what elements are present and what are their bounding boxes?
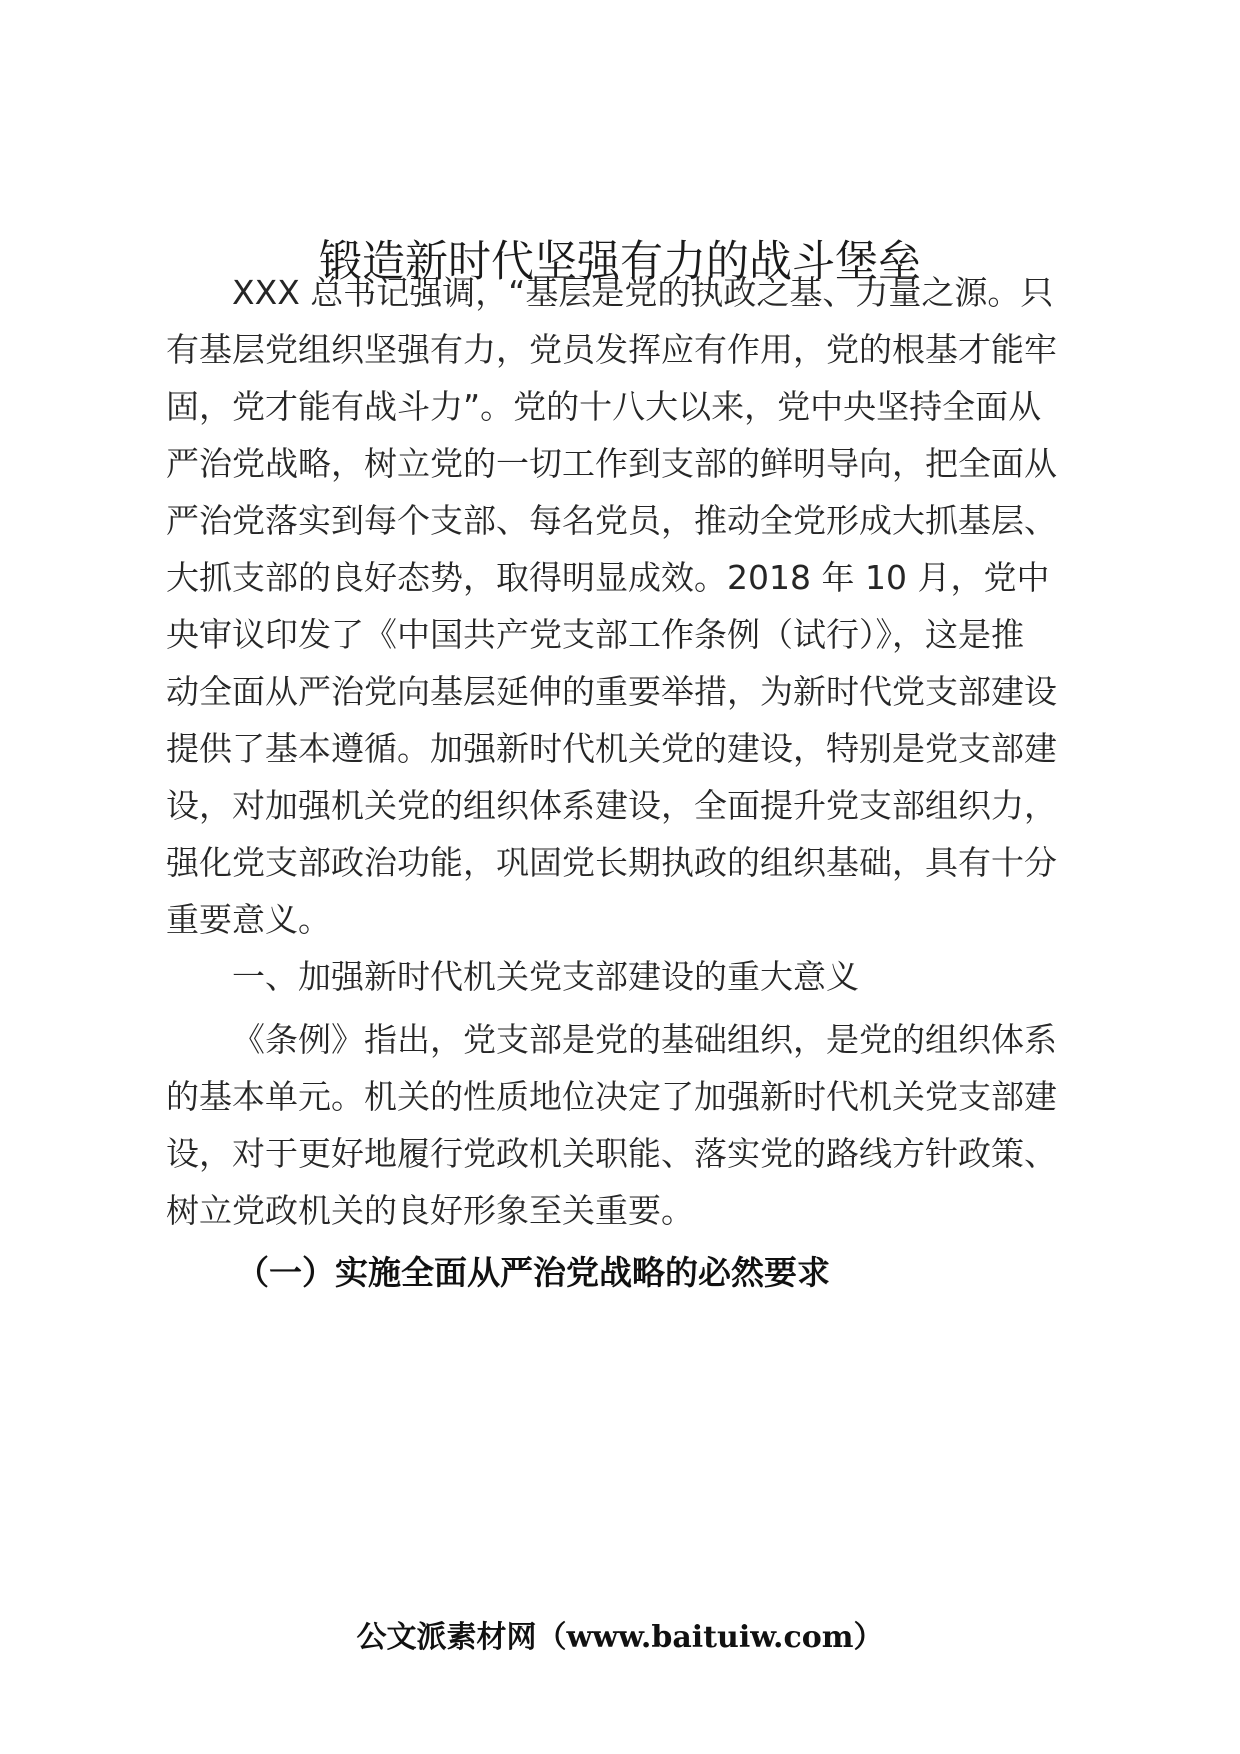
paragraph-line: 设，对于更好地履行党政机关职能、落实党的路线方针政策、 xyxy=(166,1134,1057,1173)
paragraph-line: 设，对加强机关党的组织体系建设，全面提升党支部组织力， xyxy=(166,786,1057,825)
paragraph-line: 重要意义。 xyxy=(166,900,331,939)
document-title: 锻造新时代坚强有力的战斗堡垒 xyxy=(319,237,921,287)
paragraph-line: 的基本单元。机关的性质地位决定了加强新时代机关党支部建 xyxy=(166,1077,1057,1116)
paragraph-line: 提供了基本遵循。加强新时代机关党的建设，特别是党支部建 xyxy=(166,729,1057,768)
subsection-heading: （一）实施全面从严治党战略的必然要求 xyxy=(236,1253,830,1292)
paragraph-line: 《条例》指出，党支部是党的基础组织，是党的组织体系 xyxy=(232,1020,1057,1059)
paragraph-line: 树立党政机关的良好形象至关重要。 xyxy=(166,1191,694,1230)
paragraph-line: 强化党支部政治功能，巩固党长期执政的组织基础，具有十分 xyxy=(166,843,1057,882)
paragraph-line: 大抓支部的良好态势，取得明显成效。2018 年 10 月，党中 xyxy=(166,558,1050,597)
paragraph-line: 严治党战略，树立党的一切工作到支部的鲜明导向，把全面从 xyxy=(166,444,1057,483)
page-footer: 公文派素材网（www.baituiw.com） xyxy=(356,1620,884,1655)
paragraph-line: 动全面从严治党向基层延伸的重要举措，为新时代党支部建设 xyxy=(166,672,1057,711)
paragraph-line: 固，党才能有战斗力”。党的十八大以来，党中央坚持全面从 xyxy=(166,387,1042,426)
paragraph-line: 有基层党组织坚强有力，党员发挥应有作用，党的根基才能牢 xyxy=(166,330,1057,369)
section-heading: 一、加强新时代机关党支部建设的重大意义 xyxy=(232,957,859,996)
paragraph-line: 央审议印发了《中国共产党支部工作条例（试行）》，这是推 xyxy=(166,615,1024,654)
paragraph-line: XXX 总书记强调，“基层是党的执政之基、力量之源。只 xyxy=(232,273,1054,312)
paragraph-line: 严治党落实到每个支部、每名党员，推动全党形成大抓基层、 xyxy=(166,501,1057,540)
